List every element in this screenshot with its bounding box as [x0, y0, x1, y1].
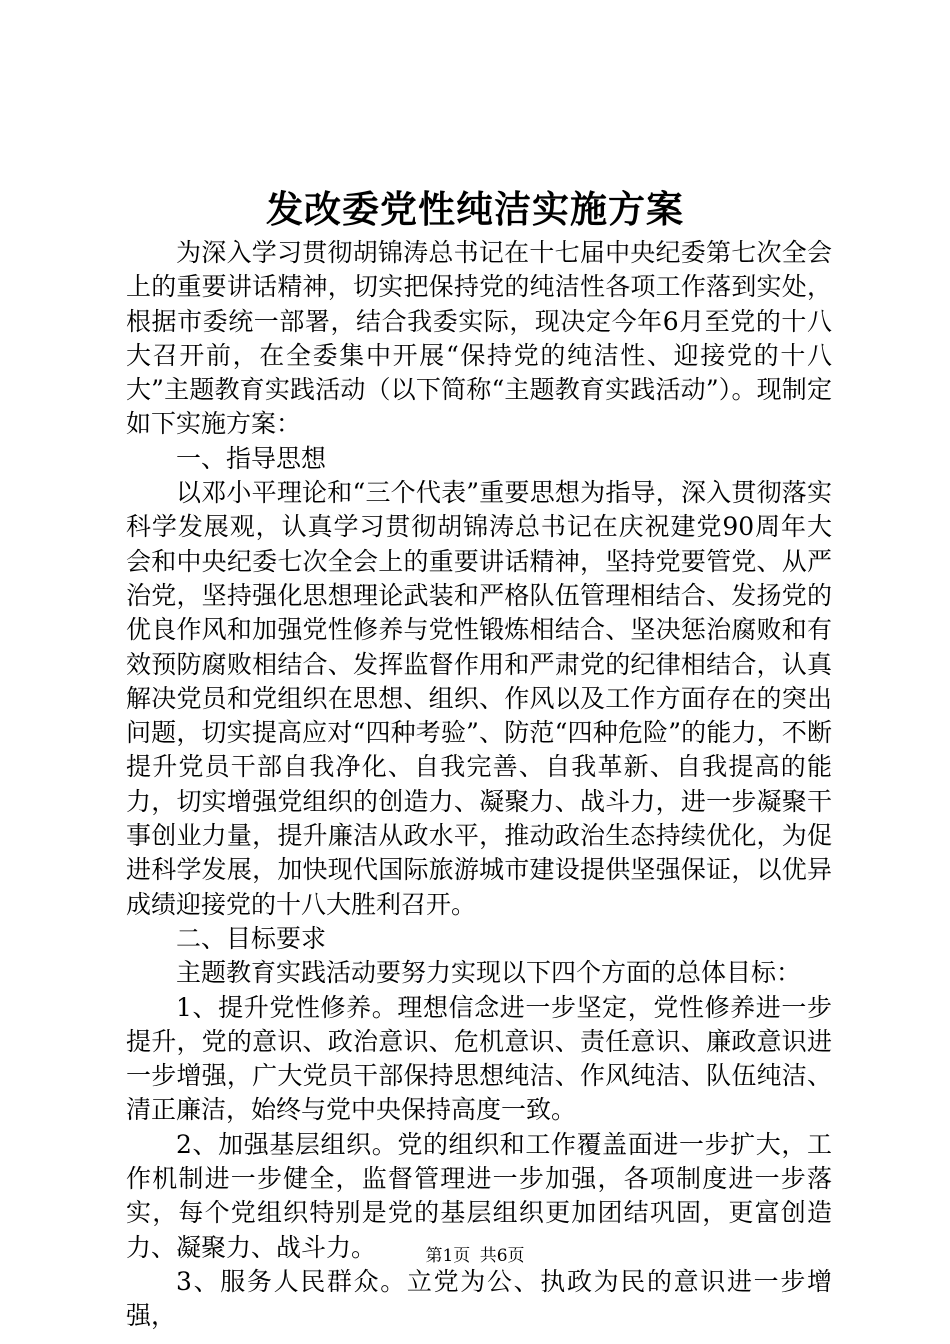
goals-intro-paragraph: 主题教育实践活动要努力实现以下四个方面的总体目标： — [176, 958, 802, 988]
goal-item-3: 3、服务人民群众。立党为公、执政为民的意识进一步增强， — [126, 1266, 832, 1331]
intro-paragraph: 为深入学习贯彻胡锦涛总书记在十七届中央纪委第七次全会上的重要讲话精神，切实把保持党的纯洁性各项工作落到实处，根据市委统一部署，结合我委实际，现决定今年6月至党的十八大召开前，在全委集中开展“保持党的纯洁性、迎接党的十八大”主题教育实践活动（以下简称“主题教育实践活动”）。现制定如下实施方案： — [126, 238, 832, 439]
page-total: 共6页 — [479, 1246, 525, 1266]
goal-item-1: 1、提升党性修养。理想信念进一步坚定，党性修养进一步提升，党的意识、政治意识、危机意识、责任意识、廉政意识进一步增强，广大党员干部保持思想纯洁、作风纯洁、队伍纯洁、清正廉洁，始终与党中央保持高度一致。 — [126, 992, 832, 1125]
document-body — [126, 236, 832, 1334]
guiding-thought-paragraph: 以邓小平理论和“三个代表”重要思想为指导，深入贯彻落实科学发展观，认真学习贯彻胡锦涛总书记在庆祝建党90周年大会和中央纪委七次全会上的重要讲话精神，坚持党要管党、从严治党，坚持强化思想理论武装和严格队伍管理相结合、发扬党的优良作风和加强党性修养与党性锻炼相结合、坚决惩治腐败和有效预防腐败相结合、发挥监督作用和严肃党的纪律相结合，认真解决党员和党组织在思想、组织、作风以及工作方面存在的突出问题，切实提高应对“四种考验”、防范“四种危险”的能力，不断提升党员干部自我净化、自我完善、自我革新、自我提高的能力，切实增强党组织的创造力、凝聚力、战斗力，进一步凝聚干事创业力量，提升廉洁从政水平，推动政治生态持续优化，为促进科学发展，加快现代国际旅游城市建设提供坚强保证，以优异成绩迎接党的十八大胜利召开。 — [126, 478, 832, 919]
section-heading-guiding-thought: 一、指导思想 — [176, 443, 327, 473]
document-title: 发改委党性纯洁实施方案 — [266, 187, 684, 231]
section-heading-goals: 二、目标要求 — [176, 923, 327, 953]
goal-item-2: 2、加强基层组织。党的组织和工作覆盖面进一步扩大，工作机制进一步健全，监督管理进一步加强，各项制度进一步落实，每个党组织特别是党的基层组织更加团结巩固，更富创造力、凝聚力、战斗力。 — [126, 1129, 832, 1262]
page-number: 第1页 — [425, 1246, 471, 1266]
page-footer — [0, 1244, 950, 1268]
